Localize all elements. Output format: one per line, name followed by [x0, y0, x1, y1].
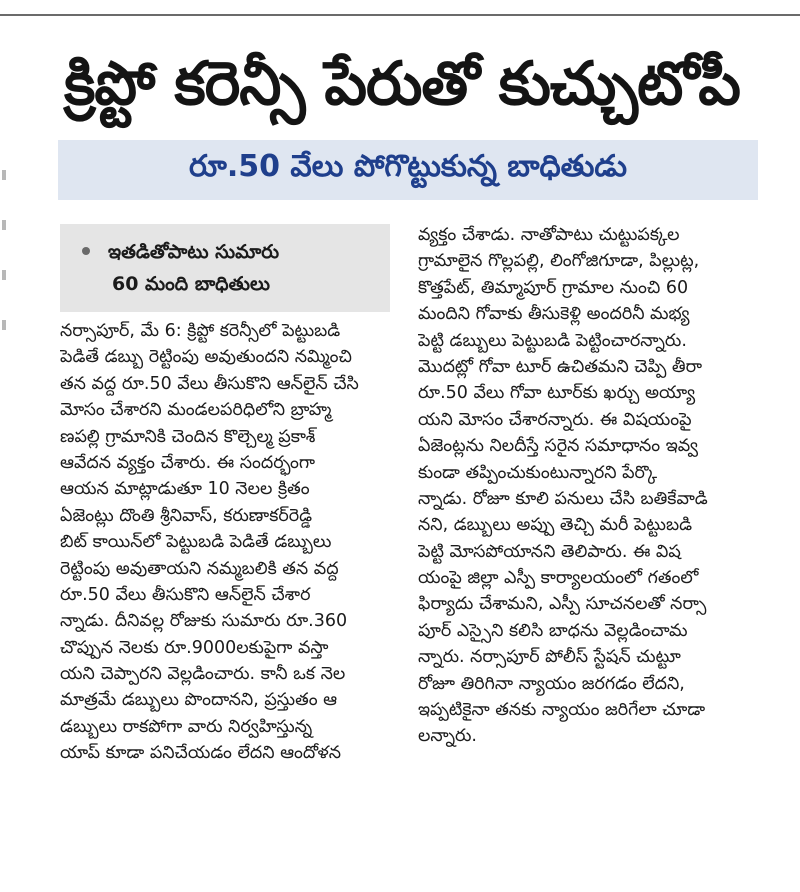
text-line: యని మోసం చేశారన్నారు. ఈ విషయంపై — [418, 409, 692, 430]
text-line: కుండా తప్పించుకుంటున్నారని పేర్కొ — [418, 462, 658, 483]
text-line: న్నారు. నర్సాపూర్ పోలీస్ స్టేషన్ చుట్టూ — [418, 647, 681, 668]
text-line: రోజూ తిరిగినా న్యాయం జరగడం లేదని, — [418, 673, 685, 694]
top-rule — [0, 0, 800, 16]
text-line: ణపల్లి గ్రామానికి చెందిన కొల్చెల్మ ప్రకాశ్ — [60, 426, 316, 447]
bullet-icon — [82, 247, 90, 255]
text-line: డబ్బులు రాకపోగా వారు నిర్వహిస్తున్న — [60, 716, 313, 737]
text-line: మొదట్లో గోవా టూర్ ఉచితమని చెప్పి తీరా — [418, 356, 703, 377]
text-line: ఆవేదన వ్యక్తం చేశారు. ఈ సందర్భంగా — [60, 452, 315, 473]
highlight-line-2: 60 మంది బాధితులు — [112, 273, 271, 295]
text-line: పెట్టి డబ్బులు పెట్టుబడి పెట్టించారన్నారు. — [418, 330, 687, 351]
text-line: కొత్తపేట్, తిమ్మాపూర్ గ్రామాల నుంచి 60 — [418, 277, 689, 298]
text-line: గ్రామాలైన గొల్లపల్లి, లింగోజిగూడా, పిల్లుట్ల, — [418, 251, 700, 272]
highlight-line-1: ఇతడితోపాటు సుమారు — [82, 236, 376, 268]
text-line: మాత్రమే డబ్బులు పొందానని, ప్రస్తుతం ఆ — [60, 690, 338, 711]
text-line: బిట్ కాయిన్‌లో పెట్టుబడి పెడితే డబ్బులు — [60, 532, 332, 553]
text-line: మోసం చేశారని మండలపరిధిలోని బ్రాహ్మ — [60, 400, 332, 421]
headline: క్రిప్టో కరెన్సీ పేరుతో కుచ్చుటోపీ — [64, 49, 740, 119]
text-line: మందిని గోవాకు తీసుకెళ్లి అందరినీ మభ్య — [418, 304, 690, 325]
left-column — [60, 318, 398, 767]
text-line: ఏజెంట్లను నిలదీస్తే సరైన సమాధానం ఇవ్వ — [418, 436, 699, 457]
text-line: రూ.50 వేలు గోవా టూర్‌కు ఖర్చు అయ్యా — [418, 383, 696, 404]
text-line: యాప్ కూడా పనిచేయడం లేదని ఆందోళన — [60, 743, 342, 764]
text-line: పెట్టి మోసపోయానని తెలిపారు. ఈ విష — [418, 541, 681, 562]
text-line: రూ.50 వేలు తీసుకొని ఆన్‌లైన్ చేశార — [60, 584, 311, 605]
text-line: యని చెప్పారని వెల్లడించారు. కానీ ఒక నెల — [60, 664, 346, 685]
text-line: పెడితే డబ్బు రెట్టింపు అవుతుందని నమ్మించి — [60, 347, 352, 368]
highlight-box — [60, 224, 390, 312]
subheadline-banner — [58, 140, 758, 200]
text-line: వ్యక్తం చేశాడు. నాతోపాటు చుట్టుపక్కల — [418, 225, 680, 245]
left-edge-marks — [0, 130, 8, 890]
text-line: యంపై జిల్లా ఎస్పీ కార్యాలయంలో గతంలో — [418, 568, 699, 589]
subheadline: రూ.50 వేలు పోగొట్టుకున్న బాధితుడు — [189, 149, 627, 184]
text-line: నని, డబ్బులు అప్పు తెచ్చి మరీ పెట్టుబడి — [418, 515, 693, 536]
text-line: ఇప్పటికైనా తనకు న్యాయం జరిగేలా చూడా — [418, 700, 706, 721]
text-line: చొప్పున నెలకు రూ.9000లకుపైగా వస్తా — [60, 637, 329, 658]
text-line: న్నాడు. దీనివల్ల రోజుకు సుమారు రూ.360 — [60, 611, 348, 632]
text-line: ఫిర్యాదు చేశామని, ఎస్పీ సూచనలతో నర్సా — [418, 594, 707, 615]
text-line: ఆయన మాట్లాడుతూ 10 నెలల క్రితం — [60, 479, 310, 500]
text-line: లన్నారు. — [418, 726, 477, 747]
text-line: ఏజెంట్లు దొంతి శ్రీనివాస్, కరుణాకర్‌రెడ్డి — [60, 505, 313, 526]
text-line: రెట్టింపు అవుతాయని నమ్మబలికి తన వద్ద — [60, 558, 339, 579]
text-line: తన వద్ద రూ.50 వేలు తీసుకొని ఆన్‌లైన్ చేసి — [60, 373, 359, 394]
text-line: నర్సాపూర్, మే 6: క్రిప్టో కరెన్సీలో పెట్టుబడి — [60, 321, 341, 341]
right-column — [418, 222, 770, 750]
text-line: పూర్ ఎస్సైని కలిసి బాధను వెల్లడించామ — [418, 620, 688, 641]
text-line: న్నాడు. రోజూ కూలి పనులు చేసి బతికేవాడి — [418, 488, 708, 509]
